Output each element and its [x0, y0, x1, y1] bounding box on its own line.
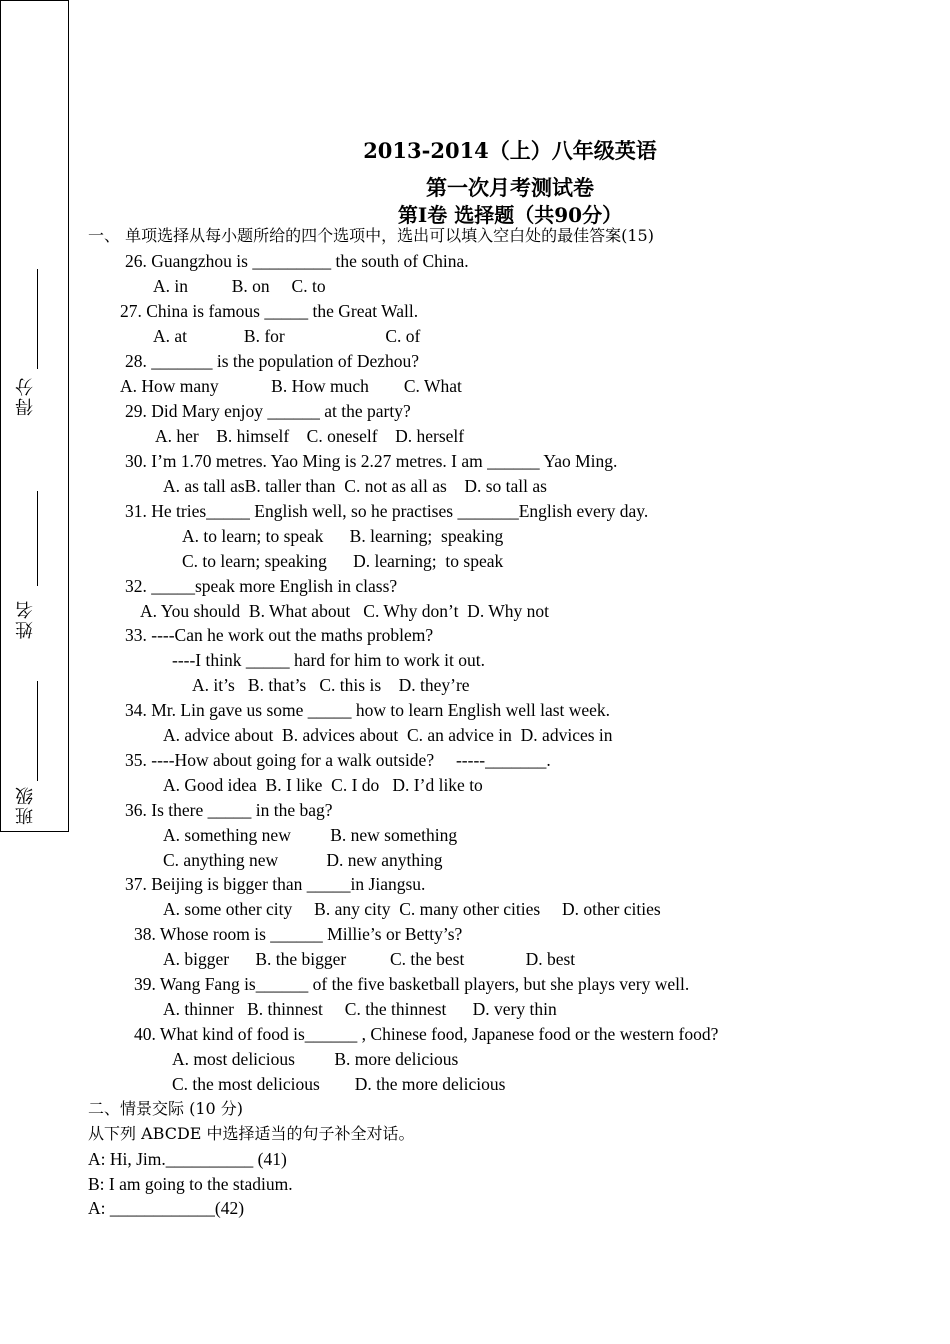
exam-title: 2013-2014（上）八年级英语 — [363, 138, 657, 163]
question-36-options-2: C. anything new D. new anything — [163, 850, 443, 870]
question-36: 36. Is there _____ in the bag? — [125, 800, 333, 820]
question-29-options: A. her B. himself C. oneself D. herself — [155, 426, 465, 446]
question-35: 35. ----How about going for a walk outside? -----_______. — [125, 750, 551, 770]
class-label: 班级 — [15, 785, 36, 825]
question-32: 32. _____speak more English in class? — [125, 576, 398, 596]
question-30-options: A. as tall asB. taller than C. not as all as D. so tall as — [163, 476, 547, 496]
question-40: 40. What kind of food is______ , Chinese food, Japanese food or the western food? — [134, 1024, 719, 1044]
part2-heading: 二、情景交际 (10 分) — [88, 1099, 244, 1118]
score-label: 得分 — [15, 376, 36, 416]
score-underline — [37, 269, 38, 369]
dialogue-line-2: B: I am going to the stadium. — [88, 1174, 293, 1194]
binding-margin-box — [0, 0, 69, 832]
question-36-options-1: A. something new B. new something — [163, 825, 458, 845]
question-31: 31. He tries_____ English well, so he practises _______English every day. — [125, 501, 649, 521]
question-34: 34. Mr. Lin gave us some _____ how to learn English well last week. — [125, 700, 611, 720]
question-29: 29. Did Mary enjoy ______ at the party? — [125, 401, 411, 421]
question-26: 26. Guangzhou is _________ the south of China. — [125, 251, 469, 271]
question-37: 37. Beijing is bigger than _____in Jiangsu. — [125, 874, 426, 894]
dialogue-line-1: A: Hi, Jim.__________ (41) — [88, 1149, 287, 1169]
question-40-options-1: A. most delicious B. more delicious — [172, 1049, 459, 1069]
exam-subtitle: 第一次月考测试卷 — [426, 175, 594, 200]
question-27-options: A. at B. for C. of — [153, 326, 421, 346]
question-28: 28. _______ is the population of Dezhou? — [125, 351, 420, 371]
question-32-options: A. You should B. What about C. Why don’t D. Why not — [140, 601, 550, 621]
question-40-options-2: C. the most delicious D. the more delicious — [172, 1074, 506, 1094]
question-35-options: A. Good idea B. I like C. I do D. I’d like to — [163, 775, 483, 795]
question-33-reply: ----I think _____ hard for him to work it out. — [172, 650, 486, 670]
question-31-options-2: C. to learn; speaking D. learning; to speak — [182, 551, 504, 571]
question-38: 38. Whose room is ______ Millie’s or Betty’s? — [134, 924, 463, 944]
question-28-options: A. How many B. How much C. What — [120, 376, 462, 396]
class-underline — [37, 681, 38, 781]
question-33-options: A. it’s B. that’s C. this is D. they’re — [192, 675, 470, 695]
name-underline — [37, 491, 38, 586]
name-label: 姓名 — [15, 599, 36, 639]
part2-instruction: 从下列 ABCDE 中选择适当的句子补全对话。 — [88, 1124, 415, 1143]
question-38-options: A. bigger B. the bigger C. the best D. best — [163, 949, 576, 969]
question-34-options: A. advice about B. advices about C. an advice in D. advices in — [163, 725, 613, 745]
question-27: 27. China is famous _____ the Great Wall. — [120, 301, 419, 321]
question-31-options-1: A. to learn; to speak B. learning; speaking — [182, 526, 504, 546]
part1-instruction: 一、 单项选择从每小题所给的四个选项中，选出可以填入空白处的最佳答案(15) — [88, 226, 654, 245]
question-39: 39. Wang Fang is______ of the five basketball players, but she plays very well. — [134, 974, 690, 994]
section-title: 第Ⅰ卷 选择题（共90分） — [397, 203, 623, 227]
question-30: 30. I’m 1.70 metres. Yao Ming is 2.27 metres. I am ______ Yao Ming. — [125, 451, 618, 471]
question-33: 33. ----Can he work out the maths problem? — [125, 625, 434, 645]
dialogue-line-3: A: ____________(42) — [88, 1198, 245, 1218]
question-37-options: A. some other city B. any city C. many other cities D. other cities — [163, 899, 661, 919]
question-39-options: A. thinner B. thinnest C. the thinnest D. very thin — [163, 999, 557, 1019]
question-26-options: A. in B. on C. to — [153, 276, 326, 296]
